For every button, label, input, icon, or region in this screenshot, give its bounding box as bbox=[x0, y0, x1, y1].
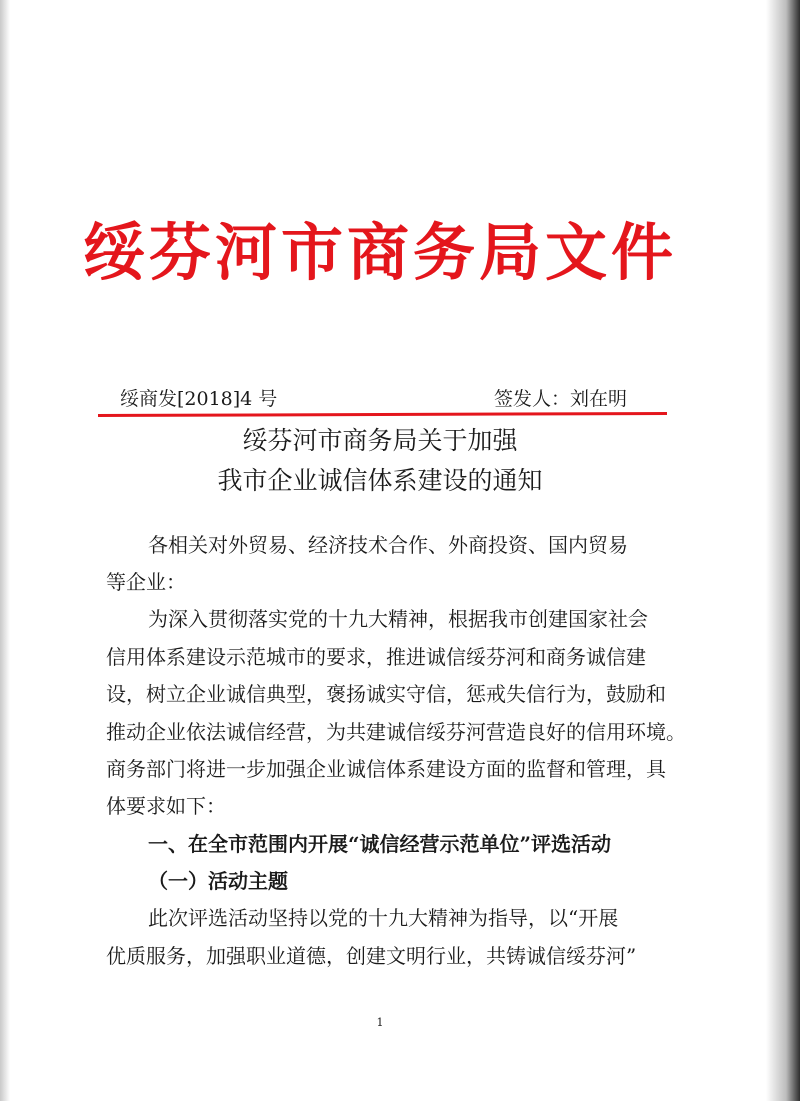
section-heading-1: 一、在全市范围内开展“诚信经营示范单位”评选活动 bbox=[148, 832, 612, 856]
body-line-7: 商务部门将进一步加强企业诚信体系建设方面的监督和管理，具 bbox=[106, 757, 666, 781]
body-line-10: 优质服务，加强职业道德，创建文明行业，共铸诚信绥芬河” bbox=[106, 944, 637, 968]
document-header-title: 绥芬河市商务局文件 bbox=[82, 216, 677, 289]
page-edge-shadow-right bbox=[766, 0, 800, 1101]
subsection-heading-1: （一）活动主题 bbox=[148, 869, 288, 893]
body-line-2: 等企业： bbox=[106, 570, 186, 594]
notice-title-line-2: 我市企业诚信体系建设的通知 bbox=[217, 466, 543, 495]
body-line-9: 此次评选活动坚持以党的十九大精神为指导，以“开展 bbox=[148, 906, 619, 930]
body-line-1: 各相关对外贸易、经济技术合作、外商投资、国内贸易 bbox=[148, 533, 628, 557]
document-number: 绥商发[2018]4 号 bbox=[120, 388, 278, 410]
document-signer: 签发人：刘在明 bbox=[494, 388, 628, 410]
body-line-8: 体要求如下： bbox=[106, 794, 226, 818]
notice-title-line-1: 绥芬河市商务局关于加强 bbox=[242, 426, 518, 455]
body-line-5: 设，树立企业诚信典型，褒扬诚实守信，惩戒失信行为，鼓励和 bbox=[106, 682, 666, 706]
page-number: 1 bbox=[376, 1016, 384, 1029]
body-line-6: 推动企业依法诚信经营，为共建诚信绥芬河营造良好的信用环境。 bbox=[106, 720, 686, 744]
header-divider-line bbox=[98, 412, 667, 417]
page-edge-shadow-left bbox=[0, 0, 10, 1101]
body-line-3: 为深入贯彻落实党的十九大精神，根据我市创建国家社会 bbox=[148, 607, 648, 631]
body-line-4: 信用体系建设示范城市的要求，推进诚信绥芬河和商务诚信建 bbox=[106, 645, 646, 669]
